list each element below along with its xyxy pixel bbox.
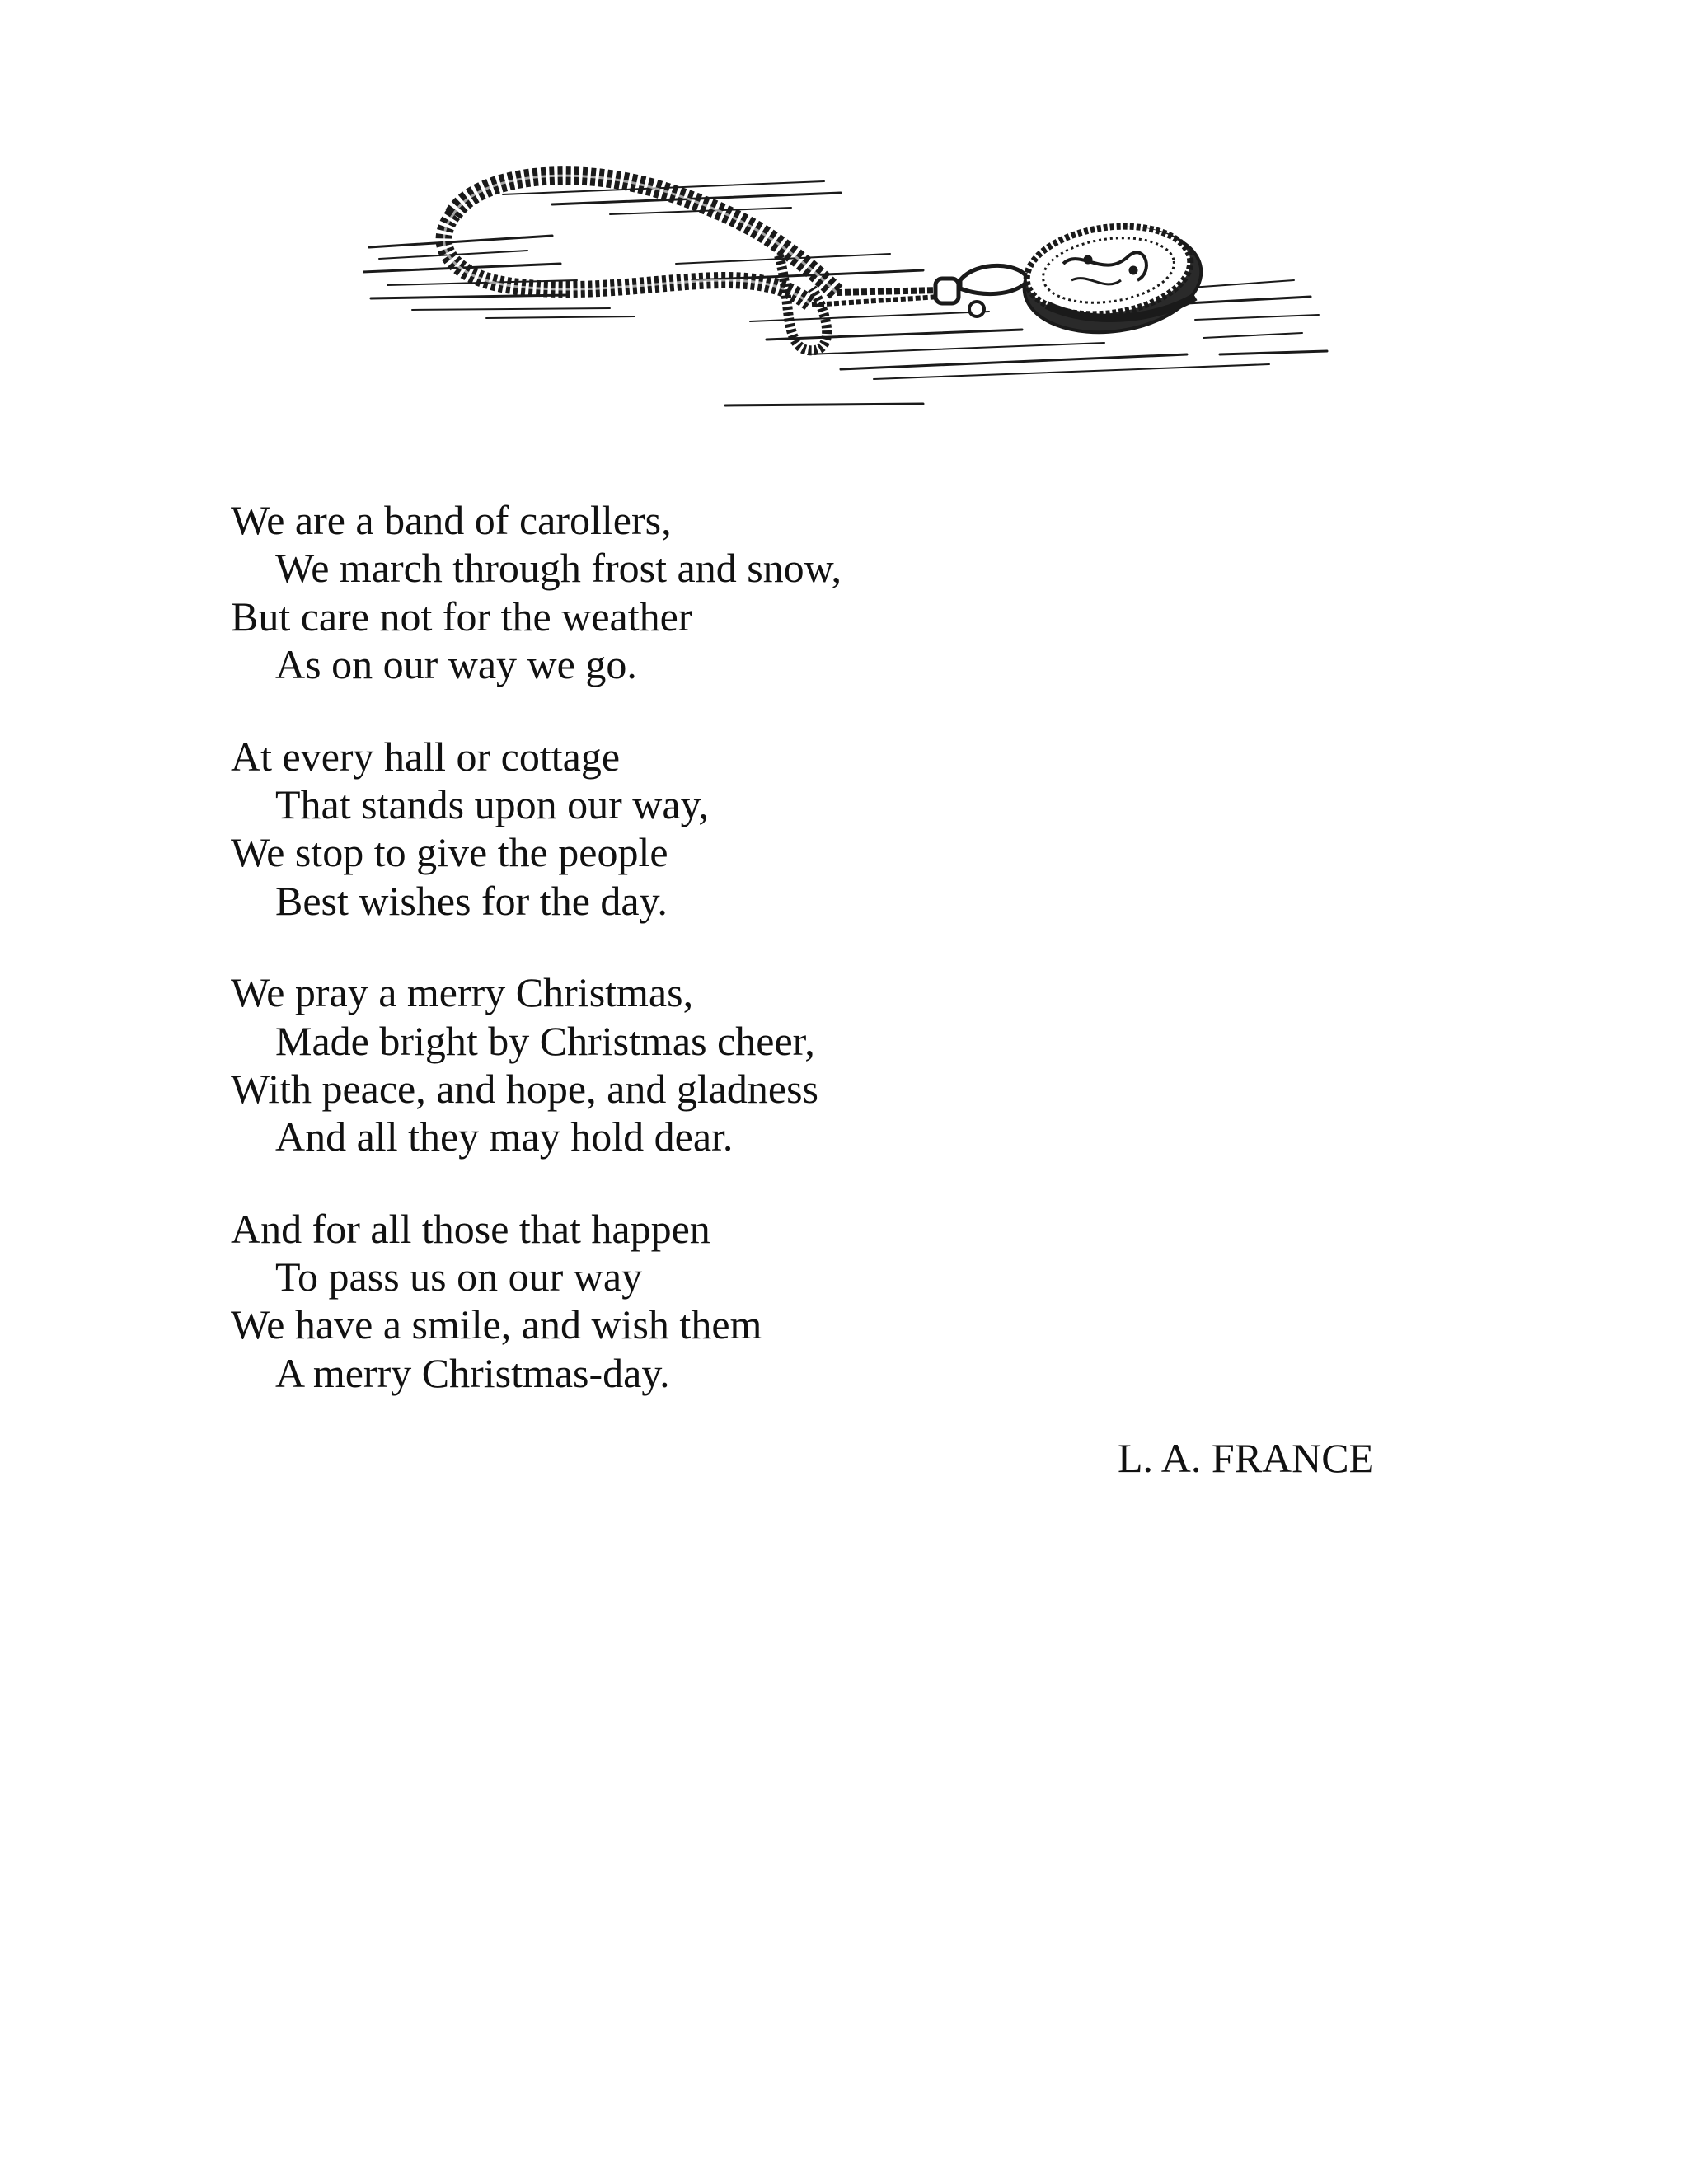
- stanza-2: [231, 733, 1467, 926]
- poem-line: Made bright by Christmas cheer,: [275, 1017, 815, 1064]
- poem-line: Best wishes for the day.: [275, 877, 668, 924]
- poem-line: We stop to give the people: [231, 829, 668, 876]
- author-signature: L. A. FRANCE: [1118, 1435, 1375, 1481]
- poem-line: A merry Christmas-day.: [275, 1349, 670, 1396]
- stanza-4: [231, 1205, 1467, 1398]
- poem-line: We have a smile, and wish them: [231, 1301, 762, 1348]
- poem-line: We pray a merry Christmas,: [231, 969, 694, 1016]
- poem: [231, 496, 1467, 1441]
- poem-line: At every hall or cottage: [231, 733, 621, 780]
- locket-icon: [1017, 217, 1207, 344]
- poem-line: To pass us on our way: [275, 1254, 643, 1301]
- poem-line: That stands upon our way,: [275, 780, 709, 827]
- poem-line: We march through frost and snow,: [275, 545, 842, 592]
- poem-line: And for all those that happen: [231, 1205, 710, 1252]
- stanza-3: [231, 968, 1467, 1161]
- stanza-1: [231, 496, 1467, 689]
- poem-line: With peace, and hope, and gladness: [231, 1065, 819, 1112]
- poem-line: And all they may hold dear.: [275, 1113, 734, 1160]
- locket-clasp: [935, 265, 1029, 316]
- locket-chain-illustration: [363, 157, 1335, 420]
- poem-line: As on our way we go.: [275, 641, 637, 688]
- poem-line: We are a band of carollers,: [231, 497, 672, 543]
- poem-line: But care not for the weather: [231, 593, 692, 640]
